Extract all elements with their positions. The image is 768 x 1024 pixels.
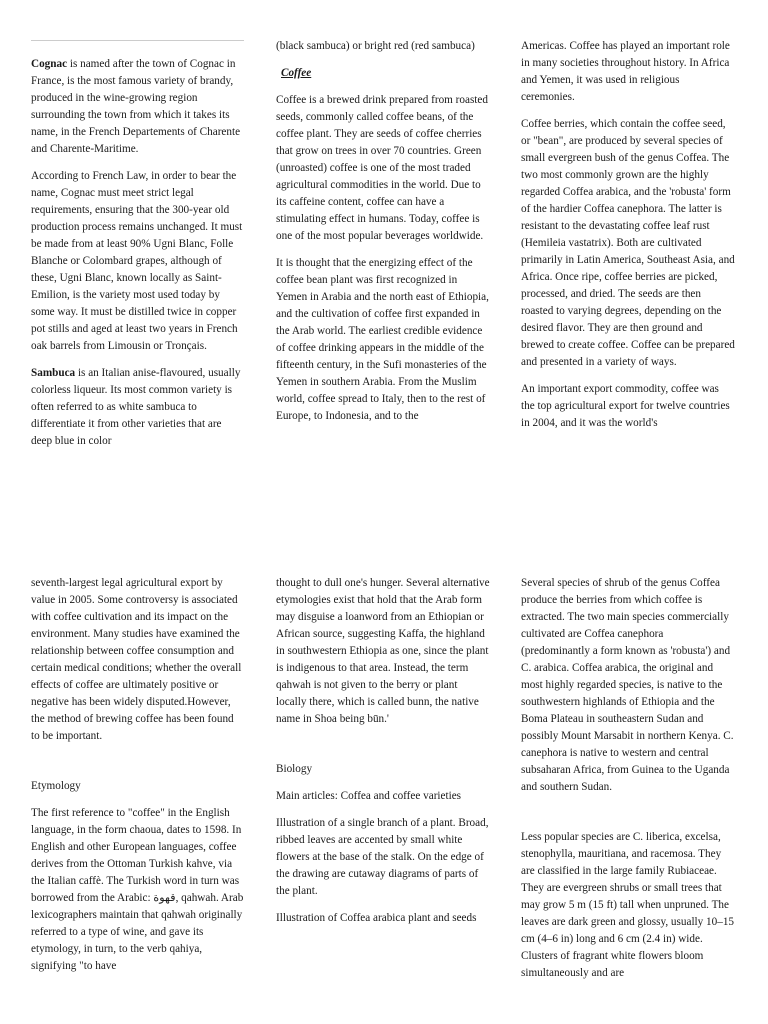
cognac-law-paragraph: According to French Law, in order to bear the name, Cognac must meet strict legal requirements, ensuring that the 300-year old production process remains unchanged. It must be made from at least 90% Ugni Blanc, Folle Blanche or Colombard grapes, although of these, Ugni Blanc, known locally as Saint-Emilion, is the variety most used today by some way. It must be distilled twice in copper pot stills and aged at least two years in French oak barrels from Limousin or Tronçais. bbox=[31, 170, 243, 352]
sambuca-term: Sambuca bbox=[31, 367, 76, 379]
sambuca-continued: (black sambuca) or bright red (red sambuca) bbox=[276, 40, 475, 52]
cognac-term: Cognac bbox=[31, 58, 68, 70]
column-1-bottom bbox=[31, 575, 245, 985]
biology-heading: Biology bbox=[276, 763, 313, 775]
column-2-bottom bbox=[276, 575, 490, 937]
coffee-species-paragraph: Several species of shrub of the genus Coffea produce the berries from which coffee is extracted. The two main species commercially cultivated are Coffea canephora (predominantly a form known as 'robusta') and C. arabica. Coffea arabica, the original and most highly regarded species, is native to the southwestern highlands of Ethiopia and the Boma Plateau in southeastern Sudan and possibly Mount Marsabit in northern Kenya. C. canephora is native to western and central subsaharan Africa, from Guinea to the Uganda and southern Sudan. bbox=[521, 577, 734, 793]
sambuca-text: is an Italian anise-flavoured, usually colorless liqueur. Its most common variety is often referred to as white sambuca to differentiate it from other varieties that are deep blue in color bbox=[31, 367, 241, 447]
coffee-export-paragraph: An important export commodity, coffee was the top agricultural export for twelve countries in 2004, and it was the world's bbox=[521, 383, 730, 429]
etymology-continued: thought to dull one's hunger. Several alternative etymologies exist that hold that the Arab form may disguise a loanword from an Ethiopian or African source, suggesting Kaffa, the highland in southwestern Ethiopia as one, since the plant is indigenous to that area. Instead, the term qahwah is not given to the berry or plant locally there, which is called bunn, the native name in Shoa being būn.' bbox=[276, 577, 490, 725]
header-divider bbox=[31, 40, 244, 41]
coffee-heading: Coffee bbox=[281, 67, 312, 79]
coffee-export-continued: seventh-largest legal agricultural export by value in 2005. Some controversy is associated with coffee cultivation and its impact on the environment. Many studies have examined the relationship between coffee consumption and certain medical conditions; whether the overall effects of coffee are ultimately positive or negative has been widely disputed.However, the method of brewing coffee has been found to be important. bbox=[31, 577, 242, 742]
biology-main-articles: Main articles: Coffea and coffee varieties bbox=[276, 790, 462, 802]
column-3-bottom bbox=[521, 575, 735, 992]
less-popular-species-paragraph: Less popular species are C. liberica, excelsa, stenophylla, mauritiana, and racemosa. They are classified in the large family Rubiaceae. They are evergreen shrubs or small trees that may grow 5 m (15 ft) tall when unpruned. The leaves are dark green and glossy, usually 10–15 cm (4–6 in) long and 6 cm (2.4 in) wide. Clusters of fragrant white flowers bloom simultaneously and are bbox=[521, 831, 735, 979]
cognac-paragraph bbox=[31, 56, 245, 158]
cognac-text: is named after the town of Cognac in France, is the most famous variety of brandy, produced in the wine-growing region surrounding the town from which it takes its name, in the French Departements of Charente and Charente-Maritime. bbox=[31, 58, 241, 155]
illustration-caption-branch: Illustration of a single branch of a plant. Broad, ribbed leaves are accented by small white flowers at the base of the stalk. On the edge of the drawing are cutaway diagrams of parts of the plant. bbox=[276, 817, 489, 897]
coffee-berries-paragraph: Coffee berries, which contain the coffee seed, or "bean", are produced by several species of small evergreen bush of the genus Coffea. The two most commonly grown are the highly regarded Coffea arabica, and the 'robusta' form of the hardier Coffea canephora. The latter is resistant to the devastating coffee leaf rust (Hemileia vastatrix). Both are cultivated primarily in Latin America, Southeast Asia, and Africa. Once ripe, coffee berries are picked, processed, and dried. The seeds are then roasted to varying degrees, depending on the desired flavor. They are then ground and brewed to create coffee. Coffee can be prepared and presented in a variety of ways. bbox=[521, 118, 735, 368]
column-1-top bbox=[31, 56, 245, 460]
column-3-top bbox=[521, 38, 735, 442]
coffee-history-paragraph: It is thought that the energizing effect of the coffee bean plant was first recognized in Yemen in Arabia and the north east of Ethiopia, and the cultivation of coffee first expanded in the Arab world. The earliest credible evidence of coffee drinking appears in the middle of the fifteenth century, in the Sufi monasteries of the Yemen in southern Arabia. From the Muslim world, coffee spread to Italy, then to the rest of Europe, to Indonesia, and to the bbox=[276, 257, 489, 422]
etymology-paragraph: The first reference to "coffee" in the English language, in the form chaoua, dates to 1598. In English and other European languages, coffee derives from the Ottoman Turkish kahve, via the Italian caffè. The Turkish word in turn was borrowed from the Arabic: قهوة, qahwah. Arab lexicographers maintain that qahwah originally referred to a type of wine, and gave its etymology, in turn, to the verb qahiya, signifying "to have bbox=[31, 807, 244, 972]
etymology-heading: Etymology bbox=[31, 780, 81, 792]
column-2-top bbox=[276, 38, 490, 435]
illustration-caption-arabica: Illustration of Coffea arabica plant and seeds bbox=[276, 912, 477, 924]
sambuca-paragraph bbox=[31, 365, 245, 450]
coffee-society-paragraph: Americas. Coffee has played an important role in many societies throughout history. In Africa and Yemen, it was used in religious ceremonies. bbox=[521, 40, 730, 103]
coffee-intro-paragraph: Coffee is a brewed drink prepared from roasted seeds, commonly called coffee beans, of the coffee plant. They are seeds of coffee cherries that grow on trees in over 70 countries. Green (unroasted) coffee is one of the most traded agricultural commodities in the world. Due to its caffeine content, coffee can have a stimulating effect in humans. Today, coffee is one of the most popular beverages worldwide. bbox=[276, 94, 488, 242]
